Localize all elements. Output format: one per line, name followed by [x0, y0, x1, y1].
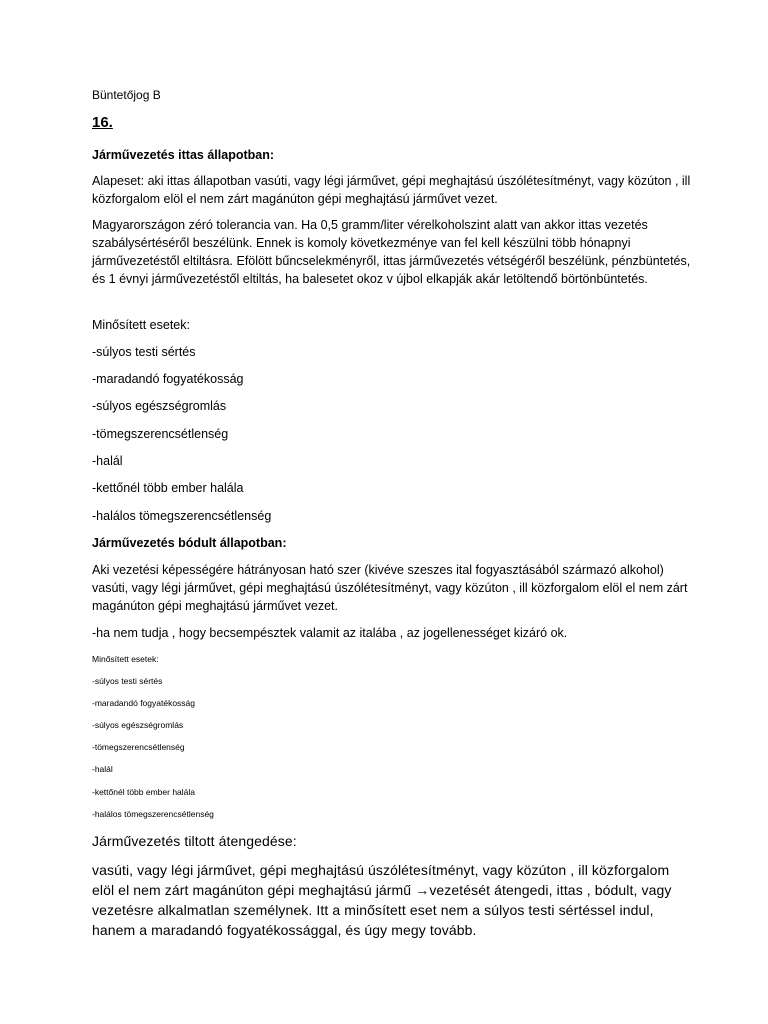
right-arrow-icon: →	[415, 882, 430, 898]
qualified-cases-title: Minősített esetek:	[92, 318, 190, 332]
qualified-cases-title-small: Minősített esetek:	[92, 654, 159, 664]
section-title-drunk-driving: Járművezetés ittas állapotban:	[92, 148, 275, 162]
list-item: -kettőnél több ember halála	[92, 787, 196, 797]
list-item: -halál	[92, 764, 113, 774]
list-item: -halálos tömegszerencsétlenség	[92, 509, 272, 523]
list-item: -súlyos egészségromlás	[92, 720, 184, 730]
paragraph-handover-part2: vezetését átengedi, ittas , bódult, vagy vezetésre alkalmatlan személynek. Itt a minősített eset nem a súlyos testi sértéssel indul, hanem a maradandó fogyatékossággal, és úgy megy tovább.	[92, 882, 672, 938]
document-header: Büntetőjog B	[92, 88, 161, 102]
paragraph-intoxicant: Aki vezetési képességére hátrányosan ható szer (kivéve szeszes ital fogyasztásából származó alkohol) vasúti, vagy légi járművet, gépi meghajtású úszólétesítményt, vagy közúton , ill közforgalom elöl el nem zárt magánúton gépi meghajtású járművet vezet.	[92, 563, 688, 613]
list-item: -tömegszerencsétlenség	[92, 427, 229, 441]
list-item: -tömegszerencsétlenség	[92, 742, 185, 752]
section-title-prohibited-handover: Járművezetés tiltott átengedése:	[92, 833, 297, 849]
list-item: -kettőnél több ember halála	[92, 481, 244, 495]
list-item: -súlyos testi sértés	[92, 345, 196, 359]
section-number: 16.	[92, 114, 113, 131]
paragraph-handover	[92, 860, 692, 940]
list-item: -súlyos testi sértés	[92, 676, 163, 686]
paragraph-exception: -ha nem tudja , hogy becsempésztek valamit az italába , az jogellenességet kizáró ok.	[92, 626, 568, 640]
paragraph-base-case: Alapeset: aki ittas állapotban vasúti, vagy légi járművet, gépi meghajtású úszólétesítményt, vagy közúton , ill közforgalom elöl el nem zárt magánúton gépi meghajtású járművet vezet.	[92, 174, 691, 206]
list-item: -maradandó fogyatékosság	[92, 698, 196, 708]
list-item: -súlyos egészségromlás	[92, 399, 227, 413]
section-title-intoxicated-driving: Járművezetés bódult állapotban:	[92, 536, 287, 550]
list-item: -halálos tömegszerencsétlenség	[92, 809, 214, 819]
list-item: -halál	[92, 454, 123, 468]
paragraph-handover-part1: vasúti, vagy légi járművet, gépi meghajtású úszólétesítményt, vagy közúton , ill közforgalom elöl el nem zárt magánúton gépi meghajtású jármű	[92, 862, 670, 898]
list-item: -maradandó fogyatékosság	[92, 372, 244, 386]
paragraph-zero-tolerance: Magyarországon zéró tolerancia van. Ha 0,5 gramm/liter vérelkoholszint alatt van akkor ittas vezetés szabálysértéséről beszélünk. Ennek is komoly következménye van fel kell készülni több hónapnyi járművezetéstől eltiltásra. Efölött bűncselekményről, ittas járművezetés vétségéről beszélünk, pénzbüntetés, és 1 évnyi járművezetéstől eltiltás, ha balesetet okoz v újbol elkapják akár letöltendő börtönbüntetés.	[92, 218, 691, 286]
